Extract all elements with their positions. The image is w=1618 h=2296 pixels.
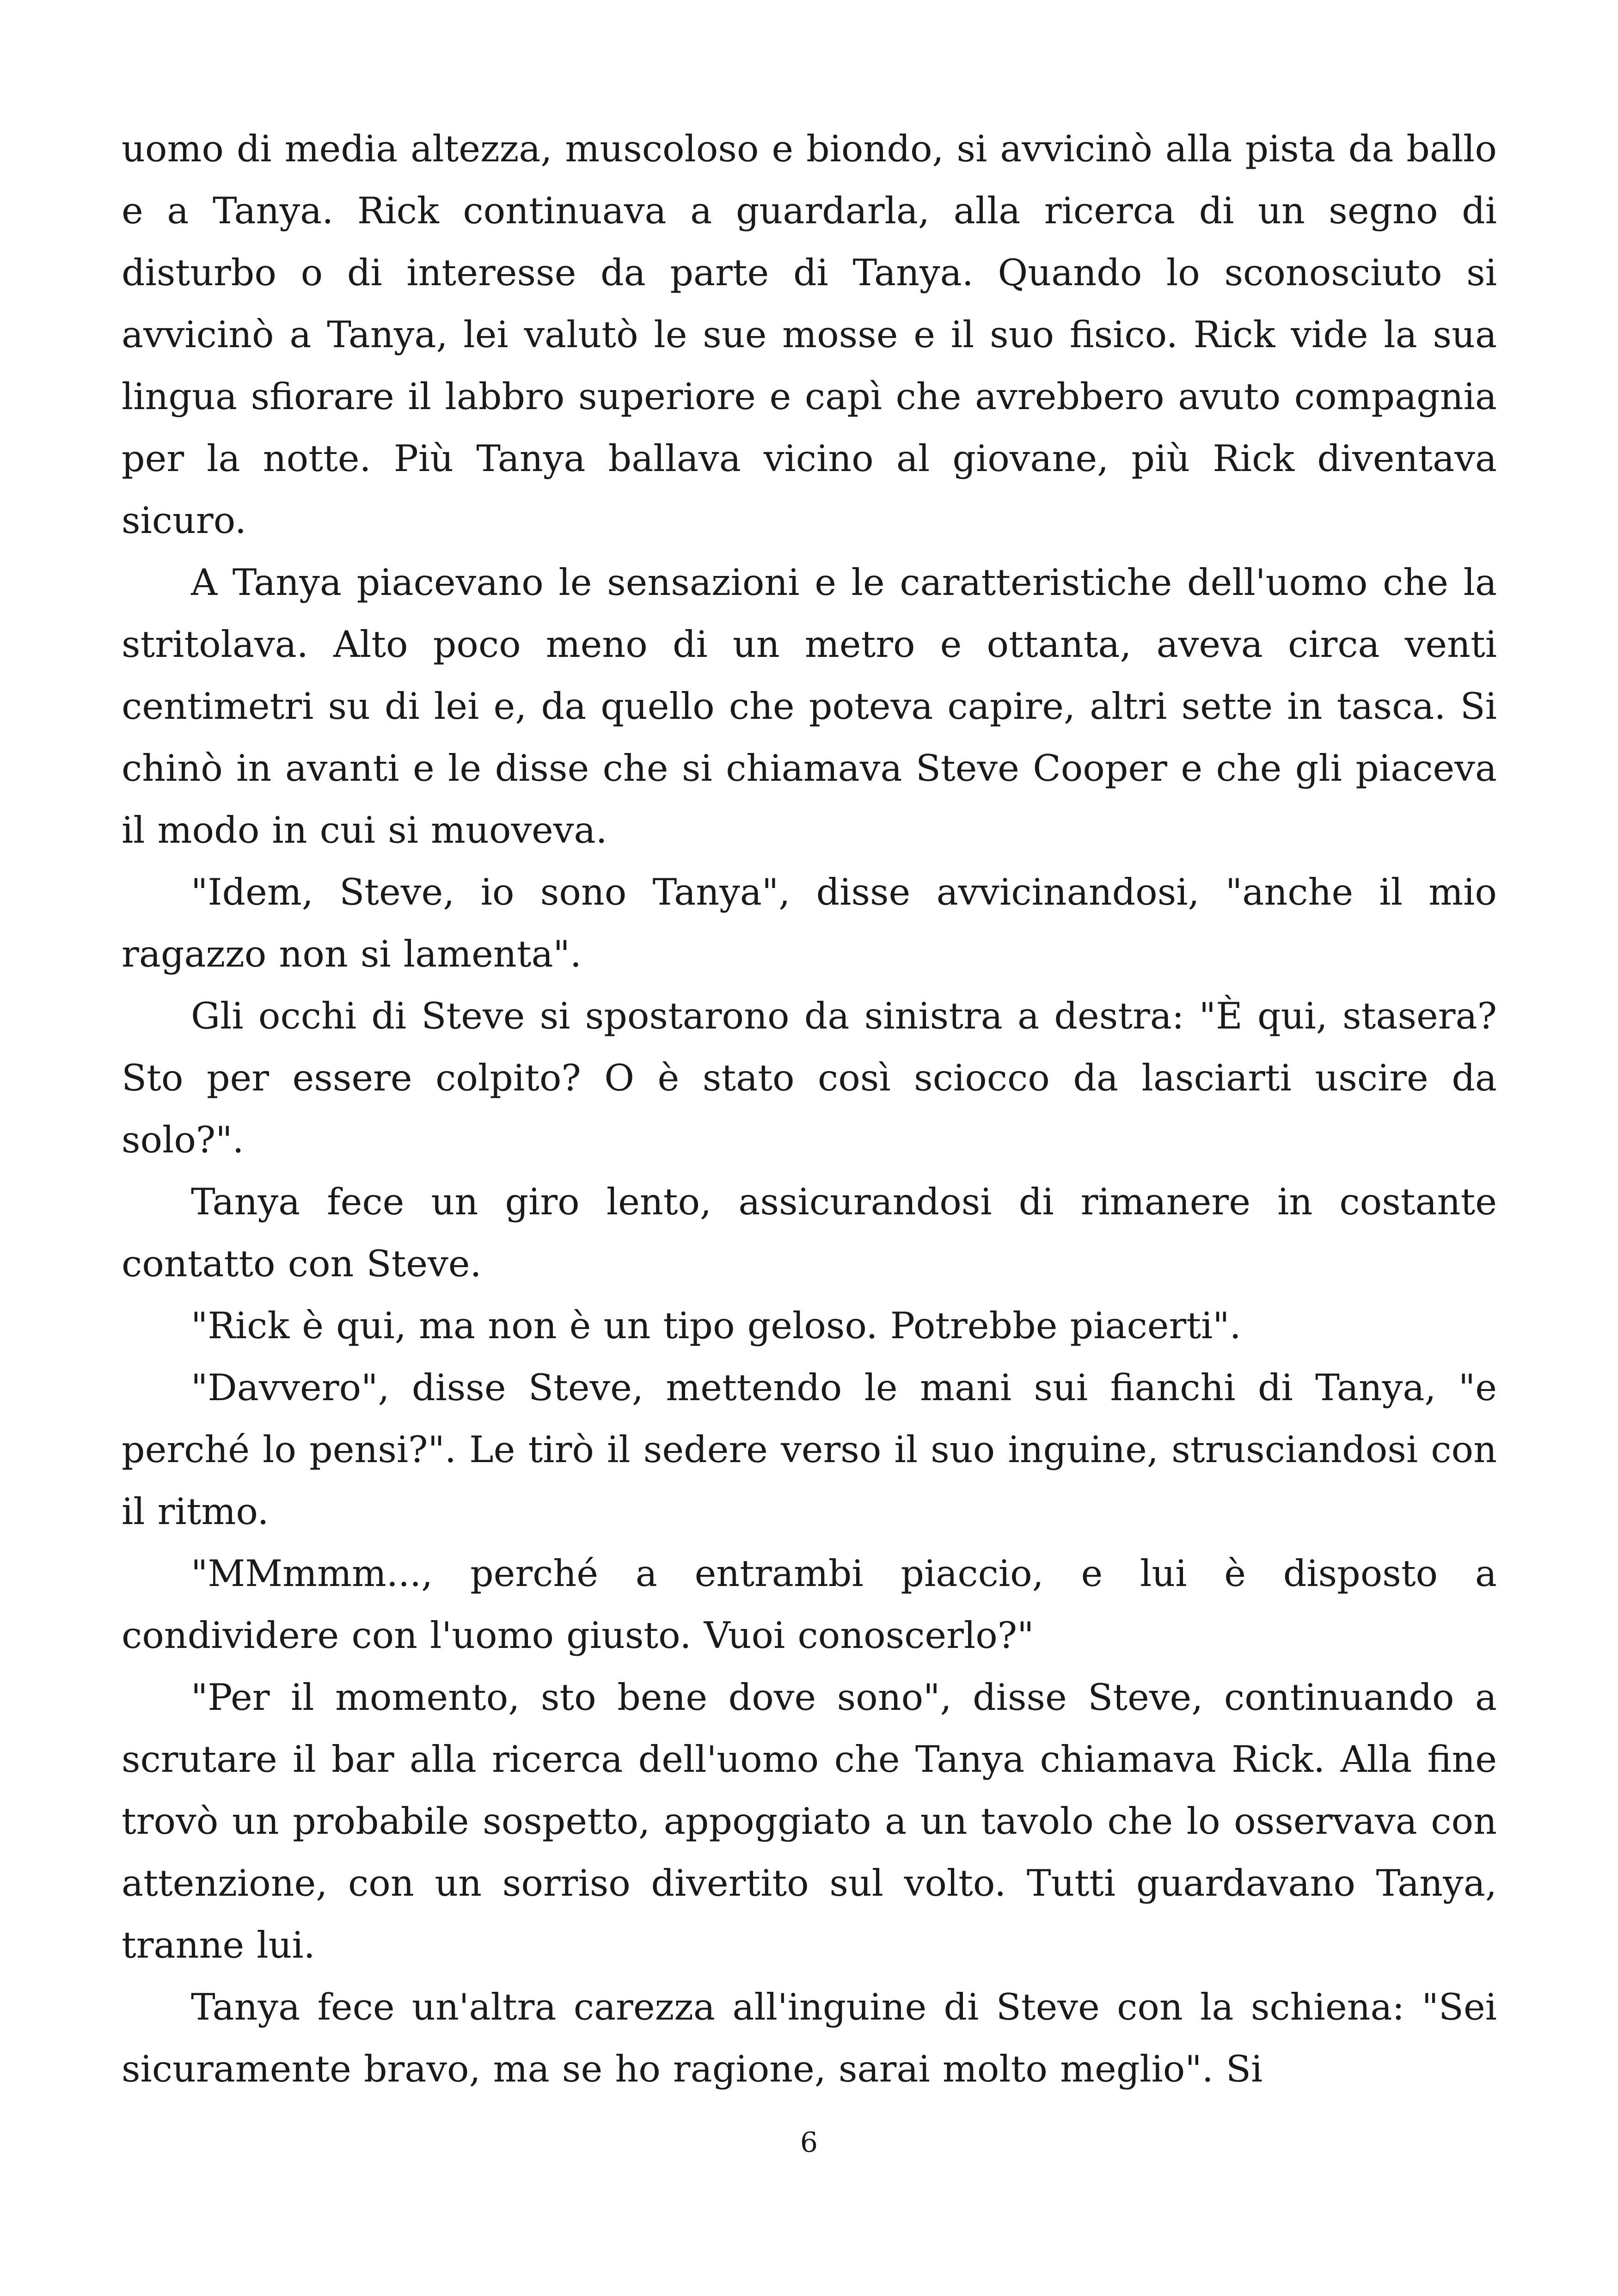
paragraph: "Idem, Steve, io sono Tanya", disse avvicinandosi, "anche il mio ragazzo non si lamenta".	[122, 871, 1497, 975]
paragraph: Gli occhi di Steve si spostarono da sinistra a destra: "È qui, stasera? Sto per essere colpito? O è stato così sciocco da lasciarti uscire da solo?".	[122, 995, 1497, 1161]
page-body	[122, 118, 1497, 2100]
paragraph: "Per il momento, sto bene dove sono", disse Steve, continuando a scrutare il bar alla ricerca dell'uomo che Tanya chiamava Rick. Alla fine trovò un probabile sospetto, appoggiato a un tavolo che lo osservava con attenzione, con un sorriso divertito sul volto. Tutti guardavano Tanya, tranne lui.	[122, 1676, 1497, 1966]
paragraph: "MMmmm..., perché a entrambi piaccio, e lui è disposto a condividere con l'uomo giusto. Vuoi conoscerlo?"	[122, 1552, 1497, 1657]
paragraph: Tanya fece un giro lento, assicurandosi di rimanere in costante contatto con Steve.	[122, 1181, 1497, 1285]
paragraph: Tanya fece un'altra carezza all'inguine di Steve con la schiena: "Sei sicuramente bravo, ma se ho ragione, sarai molto meglio". Si	[122, 1986, 1497, 2090]
page-number: 6	[800, 2126, 818, 2159]
paragraph: uomo di media altezza, muscoloso e biondo, si avvicinò alla pista da ballo e a Tanya. Rick continuava a guardarla, alla ricerca di un segno di disturbo o di interesse da parte di Tanya. Quando lo sconosciuto si avvicinò a Tanya, lei valutò le sue mosse e il suo fisico. Rick vide la sua lingua sfiorare il labbro superiore e capì che avrebbero avuto compagnia per la notte. Più Tanya ballava vicino al giovane, più Rick diventava sicuro.	[122, 128, 1497, 542]
paragraph: A Tanya piacevano le sensazioni e le caratteristiche dell'uomo che la stritolava. Alto poco meno di un metro e ottanta, aveva circa venti centimetri su di lei e, da quello che poteva capire, altri sette in tasca. Si chinò in avanti e le disse che si chiamava Steve Cooper e che gli piaceva il modo in cui si muoveva.	[122, 561, 1497, 851]
paragraph: "Davvero", disse Steve, mettendo le mani sui fianchi di Tanya, "e perché lo pensi?". Le tirò il sedere verso il suo inguine, strusciandosi con il ritmo.	[122, 1366, 1497, 1533]
paragraph: "Rick è qui, ma non è un tipo geloso. Potrebbe piacerti".	[191, 1304, 1241, 1347]
